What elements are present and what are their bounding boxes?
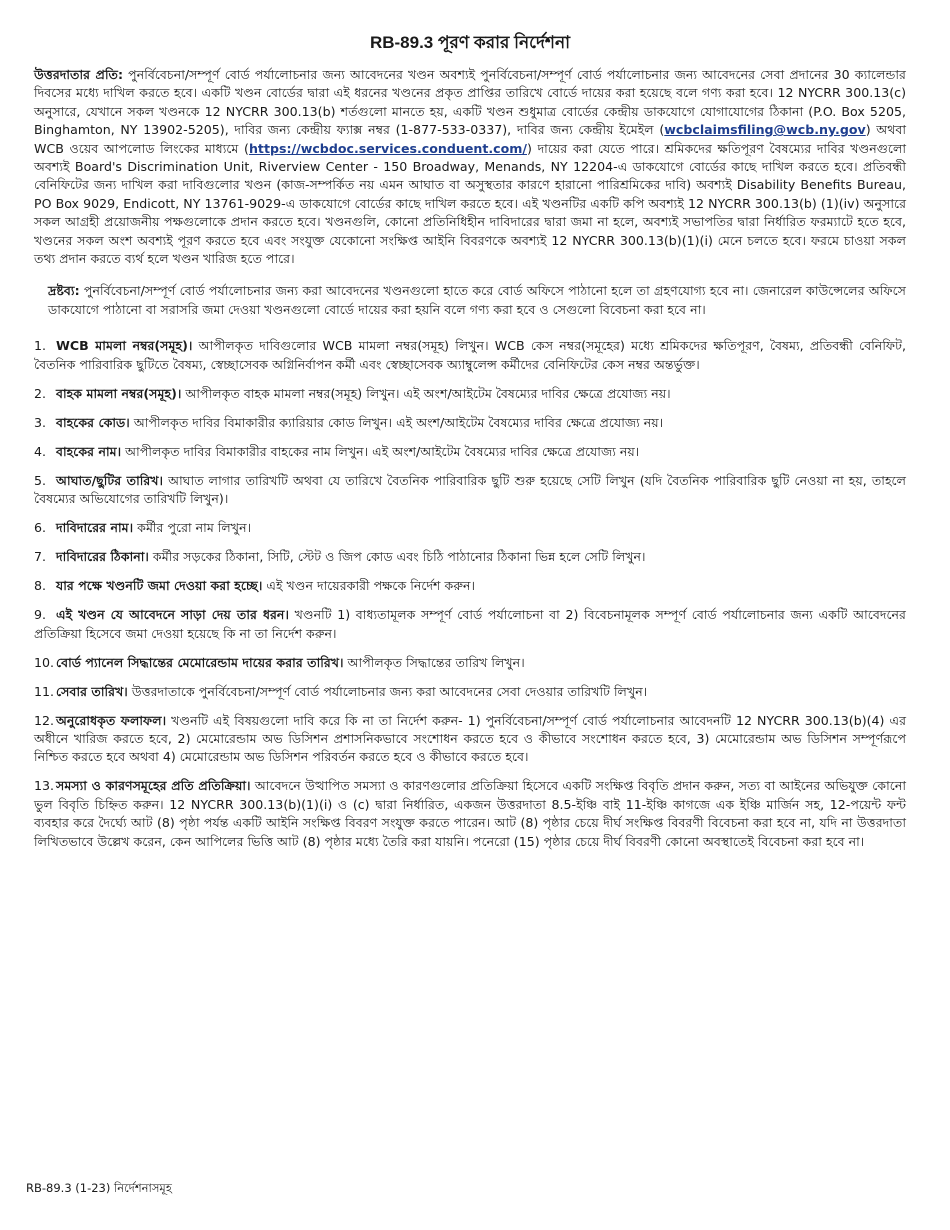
item-heading: বাহক মামলা নম্বর(সমূহ)। [56,385,182,401]
item-number: 5. [34,472,47,488]
item-number: 11. [34,683,55,699]
form-footer: RB-89.3 (1-23) নির্দেশনাসমূহ [26,1181,172,1195]
claims-email-link[interactable]: wcbclaimsfiling@wcb.ny.gov [664,122,866,138]
instruction-item-6 [34,519,906,537]
intro-text-3: ) দায়ের করা যেতে পারে। শ্রমিকদের ক্ষতিপূরণ বৈষম্যের দাবির খণ্ডনগুলো অবশ্যই Board's Discrimination Unit, Riverview Center - 150 Broadway, Menands, NY 12204-এ ডাকযোগে বোর্ডের কাছে দাখিল করতে হবে। প্রতিবন্ধী বেনিফিটের জন্য দাখিল করা দাবিগুলোর খণ্ডন (কাজ-সম্পর্কিত নয় এমন আঘাত বা অসুস্থতার কারণে হারানো পারিশ্রমিকের দাবি) অবশ্যই Disability Benefits Bureau, PO Box 9029, Endicott, NY 13761-9029-এ ডাকযোগে বোর্ডের কাছে দাখিল করতে হবে। এই খণ্ডনটির একটি কপি অবশ্যই 12 NYCRR 300.13(b) (1)(iv) অনুসারে সকল আগ্রহী প্রয়োজনীয় পক্ষগুলোকে প্রদান করতে হবে। খণ্ডনগুলি, কোনো প্রতিনিধিহীন দাবিদারের দ্বারা জমা না হলে, অবশ্যই সভাপতির দ্বারা নির্ধারিত ফরম্যাটে হতে হবে, খণ্ডনের সকল অংশ অবশ্যই পূরণ করতে হবে এবং সংযুক্ত যেকোনো সংক্ষিপ্ত আইনি বিবরণকে অবশ্যই 12 NYCRR 300.13(b)(1)(i) মেনে চলতে হবে। ফরমে চাওয়া সকল তথ্য প্রদান করতে ব্যর্থ হলে খণ্ডন খারিজ হতে পারে। [34,140,906,267]
intro-paragraph [34,66,906,268]
instruction-item-8 [34,577,906,595]
item-number: 3. [34,414,47,430]
item-number: 7. [34,549,47,565]
item-number: 8. [34,578,47,594]
instruction-item-11 [34,683,906,701]
item-text: আপীলকৃত দাবির বিমাকারীর বাহকের নাম লিখুন। এই অংশ/আইটেম বৈষম্যের দাবির ক্ষেত্রে প্রযোজ্য নয়। [121,443,640,459]
item-heading: WCB মামলা নম্বর(সমূহ)। [56,338,193,354]
item-heading: আঘাত/ছুটির তারিখ। [56,472,164,488]
item-text: কর্মীর পুরো নাম লিখুন। [133,520,252,536]
item-number: 9. [34,607,47,623]
item-number: 13. [34,778,55,794]
item-text: কর্মীর সড়কের ঠিকানা, সিটি, স্টেট ও জিপ কোড এবং চিঠি পাঠানোর ঠিকানা ভিন্ন হলে সেটি লিখুন। [148,549,646,565]
item-heading: বাহকের নাম। [56,443,122,459]
instruction-item-7 [34,548,906,566]
instruction-item-1 [34,337,906,374]
item-heading: দাবিদারের নাম। [56,520,134,536]
item-text: আঘাত লাগার তারিখটি অথবা যে তারিখে বৈতনিক পারিবারিক ছুটি শুরু হয়েছে সেটি লিখুন (যদি বৈতনিক পারিবারিক ছুটি নেওয়া না হয়, তাহলে বৈষম্যের অভিযোগের তারিখটি লিখুন)। [34,472,907,507]
instruction-list [34,337,906,851]
item-text: খণ্ডনটি এই বিষয়গুলো দাবি করে কি না তা নির্দেশ করুন- 1) পুনর্বিবেচনা/সম্পূর্ণ বোর্ড পর্যালোচনার আবেদনটি 12 NYCRR 300.13(b)(4) এর অধীনে খারিজ করতে হবে, 2) মেমোরেন্ডাম অভ ডিসিশন প্রশাসনিকভাবে সংশোধন করতে হবে ও কীভাবে সংশোধন করতে হবে, 3) মেমোরেন্ডাম অভ ডিসিশন সম্পূর্ণরূপে নিশ্চিত করতে হবে অথবা 4) মেমোরেন্ডাম অভ ডিসিশন পরিবর্তন করতে হবে ও কীভাবে করতে হবে। [34,712,906,765]
instruction-item-12 [34,712,906,767]
item-number: 10. [34,654,55,670]
item-heading: দাবিদারের ঠিকানা। [56,549,149,565]
item-heading: বাহকের কোড। [56,414,130,430]
item-heading: এই খণ্ডন যে আবেদনে সাড়া দেয় তার ধরন। [56,607,289,623]
item-number: 12. [34,712,55,728]
instruction-item-2 [34,385,906,403]
note-text: পুনর্বিবেচনা/সম্পূর্ণ বোর্ড পর্যালোচনার জন্য করা আবেদনের খণ্ডনগুলো হাতে করে বোর্ড অফিসে পাঠানো হলে তা গ্রহণযোগ্য হবে না। জেনারেল কাউন্সেলের অফিসে ডাকযোগে পাঠানো বা সরাসরি জমা দেওয়া খণ্ডনগুলো বোর্ডে দায়ের করা হয়নি বলে গণ্য করা হবে ও সেগুলো বিবেচনা করা হবে না। [48,283,906,317]
intro-text-2: ) অথবা WCB ওয়েব আপলোড লিংকের মাধ্যমে ( [34,122,907,156]
instruction-item-9 [34,606,906,643]
item-number: 2. [34,385,47,401]
web-upload-link[interactable]: https://wcbdoc.services.conduent.com/ [248,140,528,156]
item-text: আপীলকৃত দাবির বিমাকারীর ক্যারিয়ার কোড লিখুন। এই অংশ/আইটেম বৈষম্যের দাবির ক্ষেত্রে প্রযোজ্য নয়। [129,414,664,430]
item-text: আবেদনে উত্থাপিত সমস্যা ও কারণগুলোর প্রতিক্রিয়া হিসেবে একটি সংক্ষিপ্ত বিবৃতি প্রদান করুন, সত্য বা আইনের অভিযুক্ত কোনো ভুল বিবৃতি চিহ্নিত করুন। 12 NYCRR 300.13(b)(1)(i) ও (c) দ্বারা নির্ধারিত, একজন উত্তরদাতা 8.5-ইঞ্চি বাই 11-ইঞ্চি কাগজে এক ইঞ্চি মার্জিন সহ, 12-পয়েন্ট ফন্ট ব্যবহার করে দৈর্ঘ্যে আট (8) পৃষ্ঠা পর্যন্ত একটি আইনি সংক্ষিপ্ত বিবরণ সংযুক্ত করতে পারেন। আট (8) পৃষ্ঠার চেয়ে দীর্ঘ সংক্ষিপ্ত বিবরণী বিবেচনা করা হবে না, যদি না উত্তরদাতা লিখিতভাবে উল্লেখ করেন, কেন আপিলের ভিত্তি আট (8) পৃষ্ঠার মধ্যে তৈরি করা যায়নি। পনেরো (15) পৃষ্ঠার চেয়ে দীর্ঘ বিবরণী কোনো অবস্থাতেই বিবেচনা করা হবে না। [34,778,906,849]
item-heading: বোর্ড প্যানেল সিদ্ধান্তের মেমোরেন্ডাম দায়ের করার তারিখ। [56,654,344,670]
item-text: আপীলকৃত বাহক মামলা নম্বর(সমূহ) লিখুন। এই অংশ/আইটেম বৈষম্যের দাবির ক্ষেত্রে প্রযোজ্য নয়। [181,385,671,401]
item-heading: যার পক্ষে খণ্ডনটি জমা দেওয়া করা হচ্ছে। [56,578,263,594]
intro-text-1: পুনর্বিবেচনা/সম্পূর্ণ বোর্ড পর্যালোচনার জন্য আবেদনের খণ্ডন অবশ্যই পুনর্বিবেচনা/সম্পূর্ণ বোর্ড পর্যালোচনার জন্য আবেদনের সেবা প্রদানের 30 ক্যালেন্ডার দিবসের মধ্যে দাখিল করতে হবে। একটি খণ্ডন বোর্ডের দ্বারা এই ধরনের খণ্ডনের প্রকৃত প্রাপ্তির তারিখে বোর্ডে দায়ের করা হয়েছে বলে গণ্য করা হবে। 12 NYCRR 300.13(c) অনুসারে, যেখানে সকল খণ্ডনকে 12 NYCRR 300.13(b) শর্তগুলো মানতে হয়, একটি খণ্ডন শুধুমাত্র বোর্ডের কেন্দ্রীয় ডাকযোগে যোগাযোগের ঠিকানা (P.O. Box 5205, Binghamton, NY 13902-5205), দাবির জন্য কেন্দ্রীয় ফ্যাক্স নম্বর (1-877-533-0337), দাবির জন্য কেন্দ্রীয় ইমেইল ( [34,67,906,138]
item-text: আপীলকৃত দাবিগুলোর WCB মামলা নম্বর(সমূহ) লিখুন। WCB কেস নম্বর(সমূহের) মধ্যে শ্রমিকদের ক্ষতিপূরণ, বৈষম্য, প্রতিবন্ধী বেনিফিট, বৈতনিক পারিবারিক ছুটিতে বৈষম্য, স্বেচ্ছাসেবক অগ্নিনির্বাপন কর্মী এবং স্বেচ্ছাসেবক অ্যাম্বুলেন্স কর্মীদের বেনিফিটের কেস নম্বর অন্তর্ভুক্ত। [34,338,906,372]
instruction-item-5 [34,472,906,509]
item-heading: সেবার তারিখ। [56,683,128,699]
item-text: খণ্ডনটি 1) বাধ্যতামূলক সম্পূর্ণ বোর্ড পর্যালোচনা বা 2) বিবেচনামূলক সম্পূর্ণ বোর্ড পর্যালোচনার জন্য একটি আবেদনের প্রতিক্রিয়া হিসেবে জমা দেওয়া হয়েছে কি না তা নির্দেশ করুন। [34,607,906,641]
item-number: 1. [34,338,47,354]
item-number: 6. [34,520,47,536]
item-number: 4. [34,443,47,459]
page-title: RB-89.3 পূরণ করার নির্দেশনা [369,33,571,52]
instruction-item-4 [34,443,906,461]
item-text: উত্তরদাতাকে পুনর্বিবেচনা/সম্পূর্ণ বোর্ড পর্যালোচনার জন্য করা আবেদনের সেবা দেওয়ার তারিখটি লিখুন। [127,683,648,699]
instruction-item-13 [34,777,906,851]
item-heading: সমস্যা ও কারণসমূহের প্রতি প্রতিক্রিয়া। [56,778,251,794]
item-text: আপীলকৃত সিদ্ধান্তের তারিখ লিখুন। [343,654,525,670]
item-heading: অনুরোধকৃত ফলাফল। [56,712,167,728]
note-paragraph [48,282,906,319]
instruction-item-3 [34,414,906,432]
intro-lead: উত্তরদাতার প্রতি: [34,67,124,82]
item-text: এই খণ্ডন দায়েরকারী পক্ষকে নির্দেশ করুন। [262,578,476,594]
instruction-item-10 [34,654,906,672]
note-lead: দ্রষ্টব্য: [48,283,80,299]
instructions-page [34,30,906,862]
